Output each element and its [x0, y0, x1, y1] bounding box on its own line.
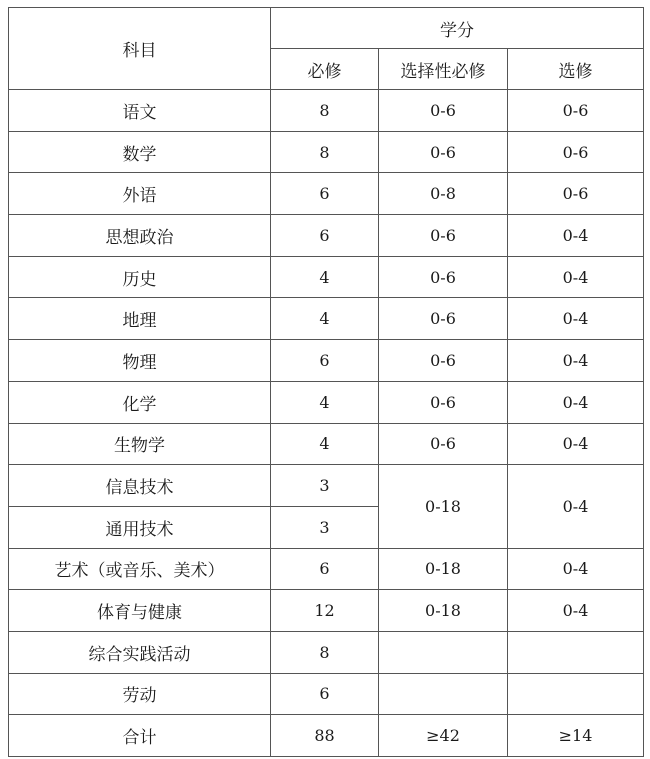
- elective-cell: 0-4: [508, 548, 644, 590]
- table-row: [9, 256, 644, 298]
- required-cell: 12: [271, 590, 379, 632]
- table-row: [9, 423, 644, 465]
- subject-cell: 地理: [9, 298, 271, 340]
- elective-required-cell: 0-6: [379, 298, 508, 340]
- elective-cell: 0-4: [508, 340, 644, 382]
- elective-cell: 0-4: [508, 215, 644, 257]
- table-row: [9, 673, 644, 715]
- subject-cell: 外语: [9, 173, 271, 215]
- elective-cell: 0-4: [508, 423, 644, 465]
- required-cell: 4: [271, 423, 379, 465]
- required-cell: 6: [271, 548, 379, 590]
- elective-required-cell: 0-6: [379, 381, 508, 423]
- header-row: [9, 8, 644, 49]
- required-cell: 8: [271, 131, 379, 173]
- required-cell: 3: [271, 506, 379, 548]
- subject-cell: 生物学: [9, 423, 271, 465]
- header-subject: 科目: [9, 8, 271, 90]
- elective-cell: 0-4: [508, 298, 644, 340]
- subject-cell: 历史: [9, 256, 271, 298]
- total-elective-required: ≥42: [379, 715, 508, 757]
- elective-required-cell: 0-18: [379, 465, 508, 548]
- elective-cell: 0-4: [508, 590, 644, 632]
- required-cell: 6: [271, 673, 379, 715]
- total-row: [9, 715, 644, 757]
- credits-table: [8, 7, 644, 757]
- required-cell: 6: [271, 340, 379, 382]
- header-required: 必修: [271, 49, 379, 90]
- header-elective-required: 选择性必修: [379, 49, 508, 90]
- total-elective: ≥14: [508, 715, 644, 757]
- elective-required-cell: 0-6: [379, 340, 508, 382]
- elective-cell: [508, 631, 644, 673]
- table-row: [9, 631, 644, 673]
- elective-cell: 0-4: [508, 465, 644, 548]
- required-cell: 4: [271, 381, 379, 423]
- table-row: [9, 465, 644, 507]
- subject-cell: 化学: [9, 381, 271, 423]
- subject-cell: 信息技术: [9, 465, 271, 507]
- elective-required-cell: [379, 673, 508, 715]
- table-row: [9, 90, 644, 132]
- elective-cell: 0-4: [508, 256, 644, 298]
- elective-required-cell: 0-6: [379, 215, 508, 257]
- table-row: [9, 131, 644, 173]
- subject-cell: 物理: [9, 340, 271, 382]
- elective-cell: 0-6: [508, 90, 644, 132]
- elective-required-cell: 0-6: [379, 90, 508, 132]
- subject-cell: 语文: [9, 90, 271, 132]
- elective-required-cell: 0-6: [379, 131, 508, 173]
- table-row: [9, 215, 644, 257]
- elective-cell: 0-6: [508, 173, 644, 215]
- subject-cell: 思想政治: [9, 215, 271, 257]
- elective-required-cell: 0-6: [379, 256, 508, 298]
- elective-required-cell: 0-8: [379, 173, 508, 215]
- elective-required-cell: 0-18: [379, 548, 508, 590]
- required-cell: 8: [271, 631, 379, 673]
- subject-cell: 通用技术: [9, 506, 271, 548]
- total-required: 88: [271, 715, 379, 757]
- required-cell: 3: [271, 465, 379, 507]
- required-cell: 4: [271, 256, 379, 298]
- required-cell: 4: [271, 298, 379, 340]
- elective-cell: [508, 673, 644, 715]
- table-row: [9, 298, 644, 340]
- subject-cell: 综合实践活动: [9, 631, 271, 673]
- table-row: [9, 381, 644, 423]
- subject-cell: 艺术（或音乐、美术）: [9, 548, 271, 590]
- required-cell: 8: [271, 90, 379, 132]
- subject-cell: 体育与健康: [9, 590, 271, 632]
- required-cell: 6: [271, 215, 379, 257]
- elective-required-cell: 0-6: [379, 423, 508, 465]
- table-row: [9, 590, 644, 632]
- header-credits: 学分: [271, 8, 644, 49]
- table-row: [9, 548, 644, 590]
- subject-cell: 数学: [9, 131, 271, 173]
- elective-cell: 0-6: [508, 131, 644, 173]
- elective-required-cell: 0-18: [379, 590, 508, 632]
- header-elective: 选修: [508, 49, 644, 90]
- total-label: 合计: [9, 715, 271, 757]
- table-row: [9, 173, 644, 215]
- subject-cell: 劳动: [9, 673, 271, 715]
- elective-cell: 0-4: [508, 381, 644, 423]
- table-row: [9, 340, 644, 382]
- elective-required-cell: [379, 631, 508, 673]
- required-cell: 6: [271, 173, 379, 215]
